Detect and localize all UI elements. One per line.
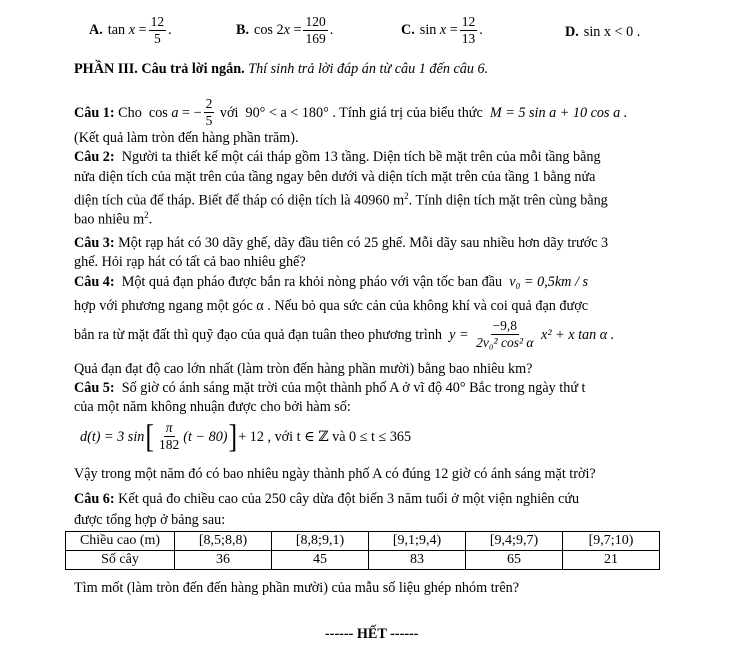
question-4-line2: hợp với phương ngang một góc α . Nếu bỏ qua sức cản của không khí và coi quả đạn được <box>74 298 589 314</box>
question-5-line2: của một năm không nhuận được cho bởi hàm số: <box>74 399 351 415</box>
question-5-line3: Vậy trong một năm đó có bao nhiêu ngày thành phố A có đúng 12 giờ có ánh sáng mặt trời? <box>74 466 596 482</box>
question-2: Câu 2: Người ta thiết kế một cái tháp gồm 13 tầng. Diện tích bề mặt trên của mỗi tầng bằng <box>74 149 601 165</box>
question-4-line3: bắn ra từ mặt đất thì quỹ đạo của quả đạn tuân theo phương trình y = $\frac{-9,8}{\text{2v₀² cos² α}}$ x² + x tan α . <box>74 318 615 350</box>
end-marker: ------ HẾT ------ <box>325 626 419 642</box>
question-1: Câu 1: Cho cos a = − $\frac{2}{5}$ với 90° < a < 180° . Tính giá trị của biểu thức M = 5 sin a + 10 cos a . <box>74 96 628 128</box>
question-6: Câu 6: Kết quả đo chiều cao của 250 cây dừa đột biến 3 năm tuổi ở một viện nghiên cứu <box>74 491 580 507</box>
table-cell: 21 <box>563 551 660 570</box>
height-table <box>65 531 660 570</box>
question-6-ask: Tìm mốt (làm tròn đến đến hàng phần mười) của mẫu số liệu ghép nhóm trên? <box>74 580 520 596</box>
table-cell: 45 <box>272 551 369 570</box>
table-cell: 36 <box>175 551 272 570</box>
answer-d: D. sin x < 0 . <box>565 24 641 40</box>
table-header-cell: [9,1;9,4) <box>369 532 466 551</box>
question-2-line4: bao nhiêu $m^2$. <box>74 210 153 228</box>
question-4: Câu 4: Một quả đạn pháo được bắn ra khỏi nòng pháo với vận tốc ban đầu v₀ = 0,5km / s <box>74 274 588 290</box>
question-4-line4: Quả đạn đạt độ cao lớn nhất (làm tròn đến hàng phần mười) bằng bao nhiêu km? <box>74 361 533 377</box>
question-2-line2: nửa diện tích của mặt trên của tầng ngay bên dưới và diện tích mặt trên của tầng 1 bằng nửa <box>74 169 596 185</box>
table-cell: 65 <box>466 551 563 570</box>
answer-c: C. sin x = $\frac{12}{13}$ . <box>401 14 483 46</box>
question-1-note: (Kết quả làm tròn đến hàng phần trăm). <box>74 130 299 146</box>
table-cell: 83 <box>369 551 466 570</box>
answer-a: A. tan x = $\frac{12}{5}$ . <box>89 14 172 46</box>
table-header-cell: [9,7;10) <box>563 532 660 551</box>
table-header-cell: [8,5;8,8) <box>175 532 272 551</box>
question-5-formula: d(t) = 3 sin [ $\frac{\pi}{182}$ (t − 80) ] + 12 , với t ∈ ℤ và 0 ≤ t ≤ 365 <box>80 417 412 454</box>
question-6-line2: được tổng hợp ở bảng sau: <box>74 512 226 528</box>
question-2-line3: diện tích của đế tháp. Biết đế tháp có diện tích là 40960 $m^2$. Tính diện tích mặt trên cùng bằng <box>74 191 608 209</box>
table-row <box>66 532 660 551</box>
table-row <box>66 551 660 570</box>
table-header-cell: Chiều cao (m) <box>66 532 175 551</box>
table-header-cell: [9,4;9,7) <box>466 532 563 551</box>
question-5: Câu 5: Số giờ có ánh sáng mặt trời của một thành phố A ở vĩ độ 40° Bắc trong ngày thứ t <box>74 380 586 396</box>
answer-b: B. cos 2 x = $\frac{120}{169}$ . <box>236 14 334 46</box>
question-3: Câu 3: Một rạp hát có 30 dãy ghế, dãy đầu tiên có 25 ghế. Mỗi dãy sau nhiều hơn dãy trước 3 <box>74 235 609 251</box>
table-cell: Số cây <box>66 551 175 570</box>
table-header-cell: [8,8;9,1) <box>272 532 369 551</box>
part3-heading: PHẦN III. Câu trả lời ngắn. Thí sinh trả lời đáp án từ câu 1 đến câu 6. <box>74 61 489 77</box>
question-3-line2: ghế. Hỏi rạp hát có tất cả bao nhiêu ghế? <box>74 254 306 270</box>
